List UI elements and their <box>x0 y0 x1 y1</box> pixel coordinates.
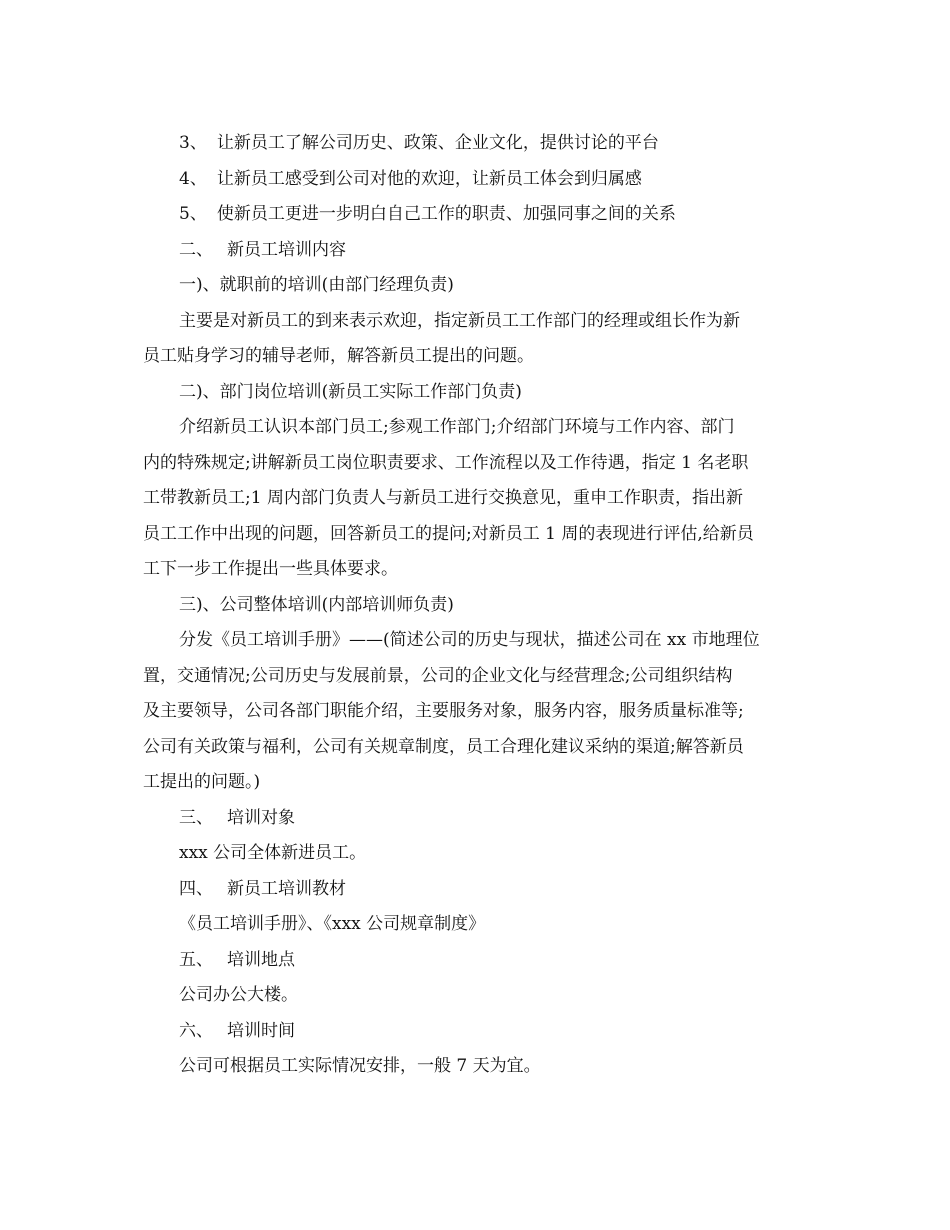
document-body <box>143 126 811 1085</box>
section-heading-text: 培训对象 <box>227 807 295 828</box>
section-content-3: xxx 公司全体新进员工。 <box>179 843 367 863</box>
paragraph-line: 主要是对新员工的到来表示欢迎，指定新员工工作部门的经理或组长作为新 <box>179 310 740 331</box>
list-item-number: 4、 <box>179 168 207 189</box>
paragraph-line: 置，交通情况;公司历史与发展前景，公司的企业文化与经营理念;公司组织结构 <box>143 665 733 686</box>
section-heading-text: 新员工培训内容 <box>227 239 346 260</box>
section-heading-number: 四、 <box>179 878 213 899</box>
paragraph-line: 员工工作中出现的问题，回答新员工的提问;对新员工 1 周的表现进行评估,给新员 <box>143 523 754 544</box>
section-heading-number: 五、 <box>179 949 213 970</box>
paragraph-line: 工下一步工作提出一些具体要求。 <box>143 559 398 579</box>
paragraph-line: 及主要领导，公司各部门职能介绍，主要服务对象，服务内容，服务质量标准等; <box>143 701 744 721</box>
section-heading-2 <box>143 233 811 269</box>
section-heading-number: 二、 <box>179 239 213 260</box>
section-heading-3 <box>143 801 811 837</box>
section-content-4: 《员工培训手册》、《xxx 公司规章制度》 <box>179 914 486 934</box>
list-item-5 <box>143 197 811 233</box>
paragraph-line: 公司有关政策与福利，公司有关规章制度，员工合理化建议采纳的渠道;解答新员 <box>143 736 744 757</box>
list-item-text: 让新员工感受到公司对他的欢迎，让新员工体会到归属感 <box>216 168 642 189</box>
subsection-heading-1: 一)、就职前的培训(由部门经理负责) <box>179 275 454 295</box>
section-heading-4 <box>143 872 811 908</box>
section-content-6: 公司可根据员工实际情况安排，一般 7 天为宜。 <box>179 1056 541 1076</box>
list-item-4 <box>143 162 811 198</box>
list-item-3 <box>143 126 811 162</box>
list-item-text: 让新员工了解公司历史、政策、企业文化，提供讨论的平台 <box>216 133 659 153</box>
list-item-number: 5、 <box>179 204 207 224</box>
paragraph-line: 分发《员工培训手册》——(简述公司的历史与现状，描述公司在 xx 市地理位 <box>179 630 760 650</box>
section-heading-text: 培训时间 <box>227 1020 295 1041</box>
section-heading-text: 新员工培训教材 <box>227 878 346 899</box>
paragraph-line: 工提出的问题。) <box>143 772 261 792</box>
section-heading-text: 培训地点 <box>227 949 295 970</box>
paragraph-line: 介绍新员工认识本部门员工;参观工作部门;介绍部门环境与工作内容、部门 <box>179 417 735 437</box>
subsection-heading-3: 三)、公司整体培训(内部培训师负责) <box>179 594 454 615</box>
subsection-heading-2: 二)、部门岗位培训(新员工实际工作部门负责) <box>179 381 522 402</box>
list-item-number: 3、 <box>179 133 207 153</box>
section-heading-number: 六、 <box>179 1020 213 1041</box>
section-heading-number: 三、 <box>179 807 213 828</box>
section-heading-5 <box>143 943 811 979</box>
section-heading-6 <box>143 1014 811 1050</box>
section-content-5: 公司办公大楼。 <box>179 985 298 1005</box>
list-item-text: 使新员工更进一步明白自己工作的职责、加强同事之间的关系 <box>216 204 676 224</box>
paragraph-line: 员工贴身学习的辅导老师，解答新员工提出的问题。 <box>143 346 534 366</box>
paragraph-line: 内的特殊规定;讲解新员工岗位职责要求、工作流程以及工作待遇，指定 1 名老职 <box>143 452 749 473</box>
paragraph-line: 工带教新员工;1 周内部门负责人与新员工进行交换意见，重申工作职责，指出新 <box>143 488 743 508</box>
